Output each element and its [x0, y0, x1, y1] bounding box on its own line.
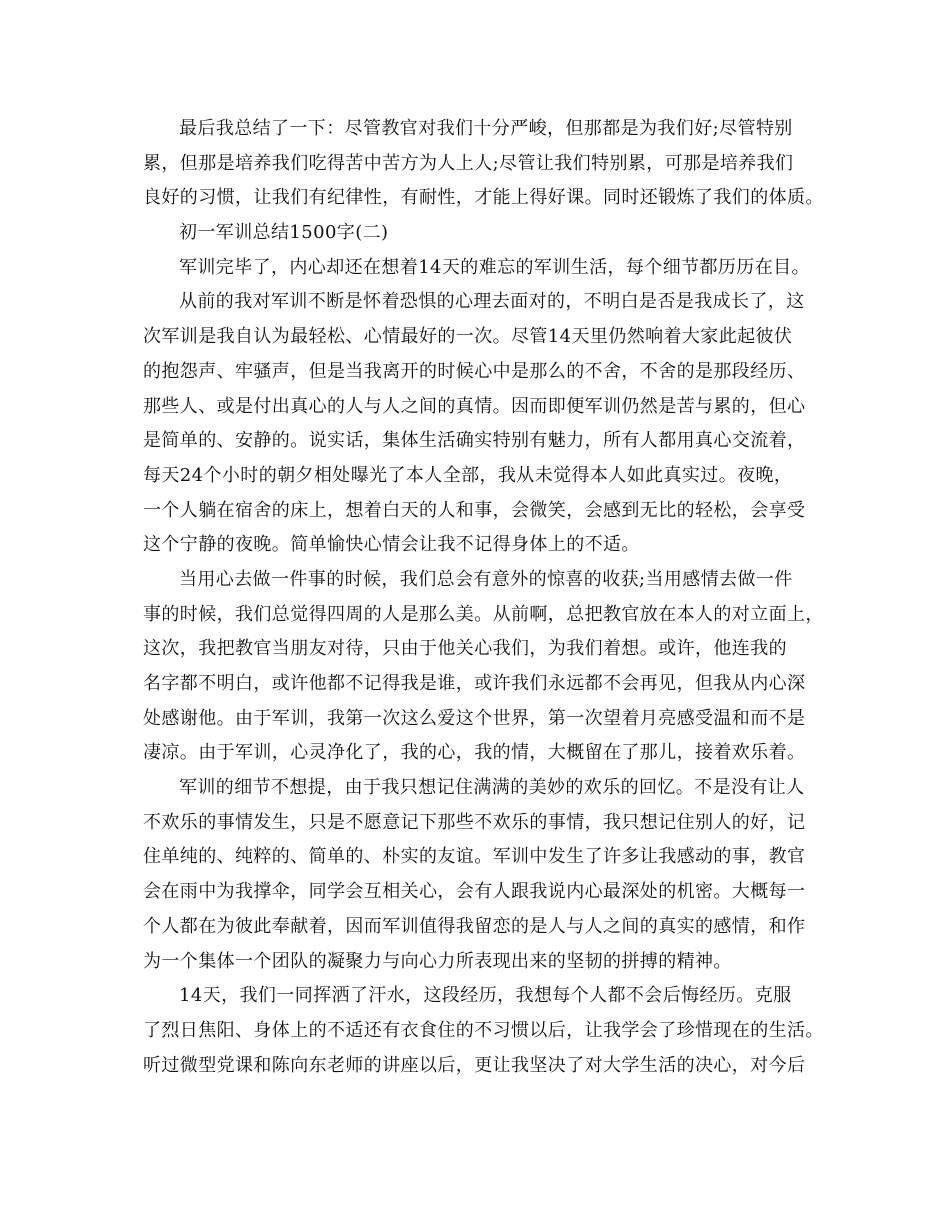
paragraph-line: 事的时候，我们总觉得四周的人是那么美。从前啊，总把教官放在本人的对立面上，: [143, 603, 824, 625]
paragraph-line: 为一个集体一个团队的凝聚力与向心力所表现出来的坚韧的拼搏的精神。: [143, 950, 732, 972]
paragraph-line: 一个人躺在宿舍的床上，想着白天的人和事，会微笑，会感到无比的轻松，会享受: [143, 499, 806, 521]
paragraph-line: 良好的习惯，让我们有纪律性，有耐性，才能上得好课。同时还锻炼了我们的体质。: [143, 187, 824, 209]
paragraph-line: 名字都不明白，或许他都不记得我是谁，或许我们永远都不会再见，但我从内心深: [143, 673, 806, 694]
paragraph-line: 最后我总结了一下：尽管教官对我们十分严峻，但那都是为我们好;尽管特别: [179, 118, 793, 139]
paragraph-line: 住单纯的、纯粹的、简单的、朴实的友谊。军训中发生了许多让我感动的事，教官: [143, 846, 806, 868]
section-heading: 初一军训总结1500字(二): [179, 222, 389, 244]
paragraph-line: 会在雨中为我撑伞，同学会互相关心，会有人跟我说内心最深处的机密。大概每一: [143, 881, 806, 903]
paragraph-line: 的抱怨声、牢骚声，但是当我离开的时候心中是那么的不舍，不舍的是那段经历、: [143, 360, 806, 382]
paragraph-line: 军训完毕了，内心却还在想着14天的难忘的军训生活，每个细节都历历在目。: [179, 256, 810, 278]
paragraph-line: 14天，我们一同挥洒了汗水，这段经历，我想每个人都不会后悔经历。克服: [179, 985, 792, 1007]
paragraph-line: 这次，我把教官当朋友对待，只由于他关心我们，为我们着想。或许，他连我的: [143, 638, 787, 660]
paragraph-line: 军训的细节不想提，由于我只想记住满满的美妙的欢乐的回忆。不是没有让人: [179, 777, 805, 799]
paragraph-line: 累，但那是培养我们吃得苦中苦方为人上人;尽管让我们特别累，可那是培养我们: [143, 152, 794, 174]
paragraph-line: 了烈日焦阳、身体上的不适还有衣食住的不习惯以后，让我学会了珍惜现在的生活。: [143, 1019, 824, 1041]
paragraph-line: 处感谢他。由于军训，我第一次这么爱这个世界，第一次望着月亮感受温和而不是: [143, 707, 806, 729]
paragraph-line: 是简单的、安静的。说实话，集体生活确实特别有魅力，所有人都用真心交流着，: [143, 430, 806, 452]
paragraph-line: 次军训是我自认为最轻松、心情最好的一次。尽管14天里仍然响着大家此起彼伏: [143, 326, 793, 348]
paragraph-line: 这个宁静的夜晚。简单愉快心情会让我不记得身体上的不适。: [143, 534, 640, 556]
document-body: [143, 112, 827, 1083]
paragraph-line: 个人都在为彼此奉献着，因而军训值得我留恋的是人与人之间的真实的感情，和作: [143, 915, 806, 937]
paragraph-line: 凄凉。由于军训，心灵净化了，我的心，我的情，大概留在了那儿，接着欢乐着。: [143, 742, 806, 764]
paragraph-line: 听过微型党课和陈向东老师的讲座以后，更让我坚决了对大学生活的决心，对今后: [143, 1054, 806, 1076]
paragraph-line: 每天24个小时的朝夕相处曝光了本人全部，我从未觉得本人如此真实过。夜晚，: [143, 464, 793, 486]
paragraph-line: 不欢乐的事情发生，只是不愿意记下那些不欢乐的事情，我只想记住别人的好，记: [143, 811, 806, 833]
paragraph-line: 那些人、或是付出真心的人与人之间的真情。因而即便军训仍然是苦与累的，但心: [143, 395, 806, 417]
paragraph-line: 从前的我对军训不断是怀着恐惧的心理去面对的，不明白是否是我成长了，这: [179, 291, 805, 313]
paragraph-line: 当用心去做一件事的时候，我们总会有意外的惊喜的收获;当用感情去做一件: [179, 568, 793, 590]
